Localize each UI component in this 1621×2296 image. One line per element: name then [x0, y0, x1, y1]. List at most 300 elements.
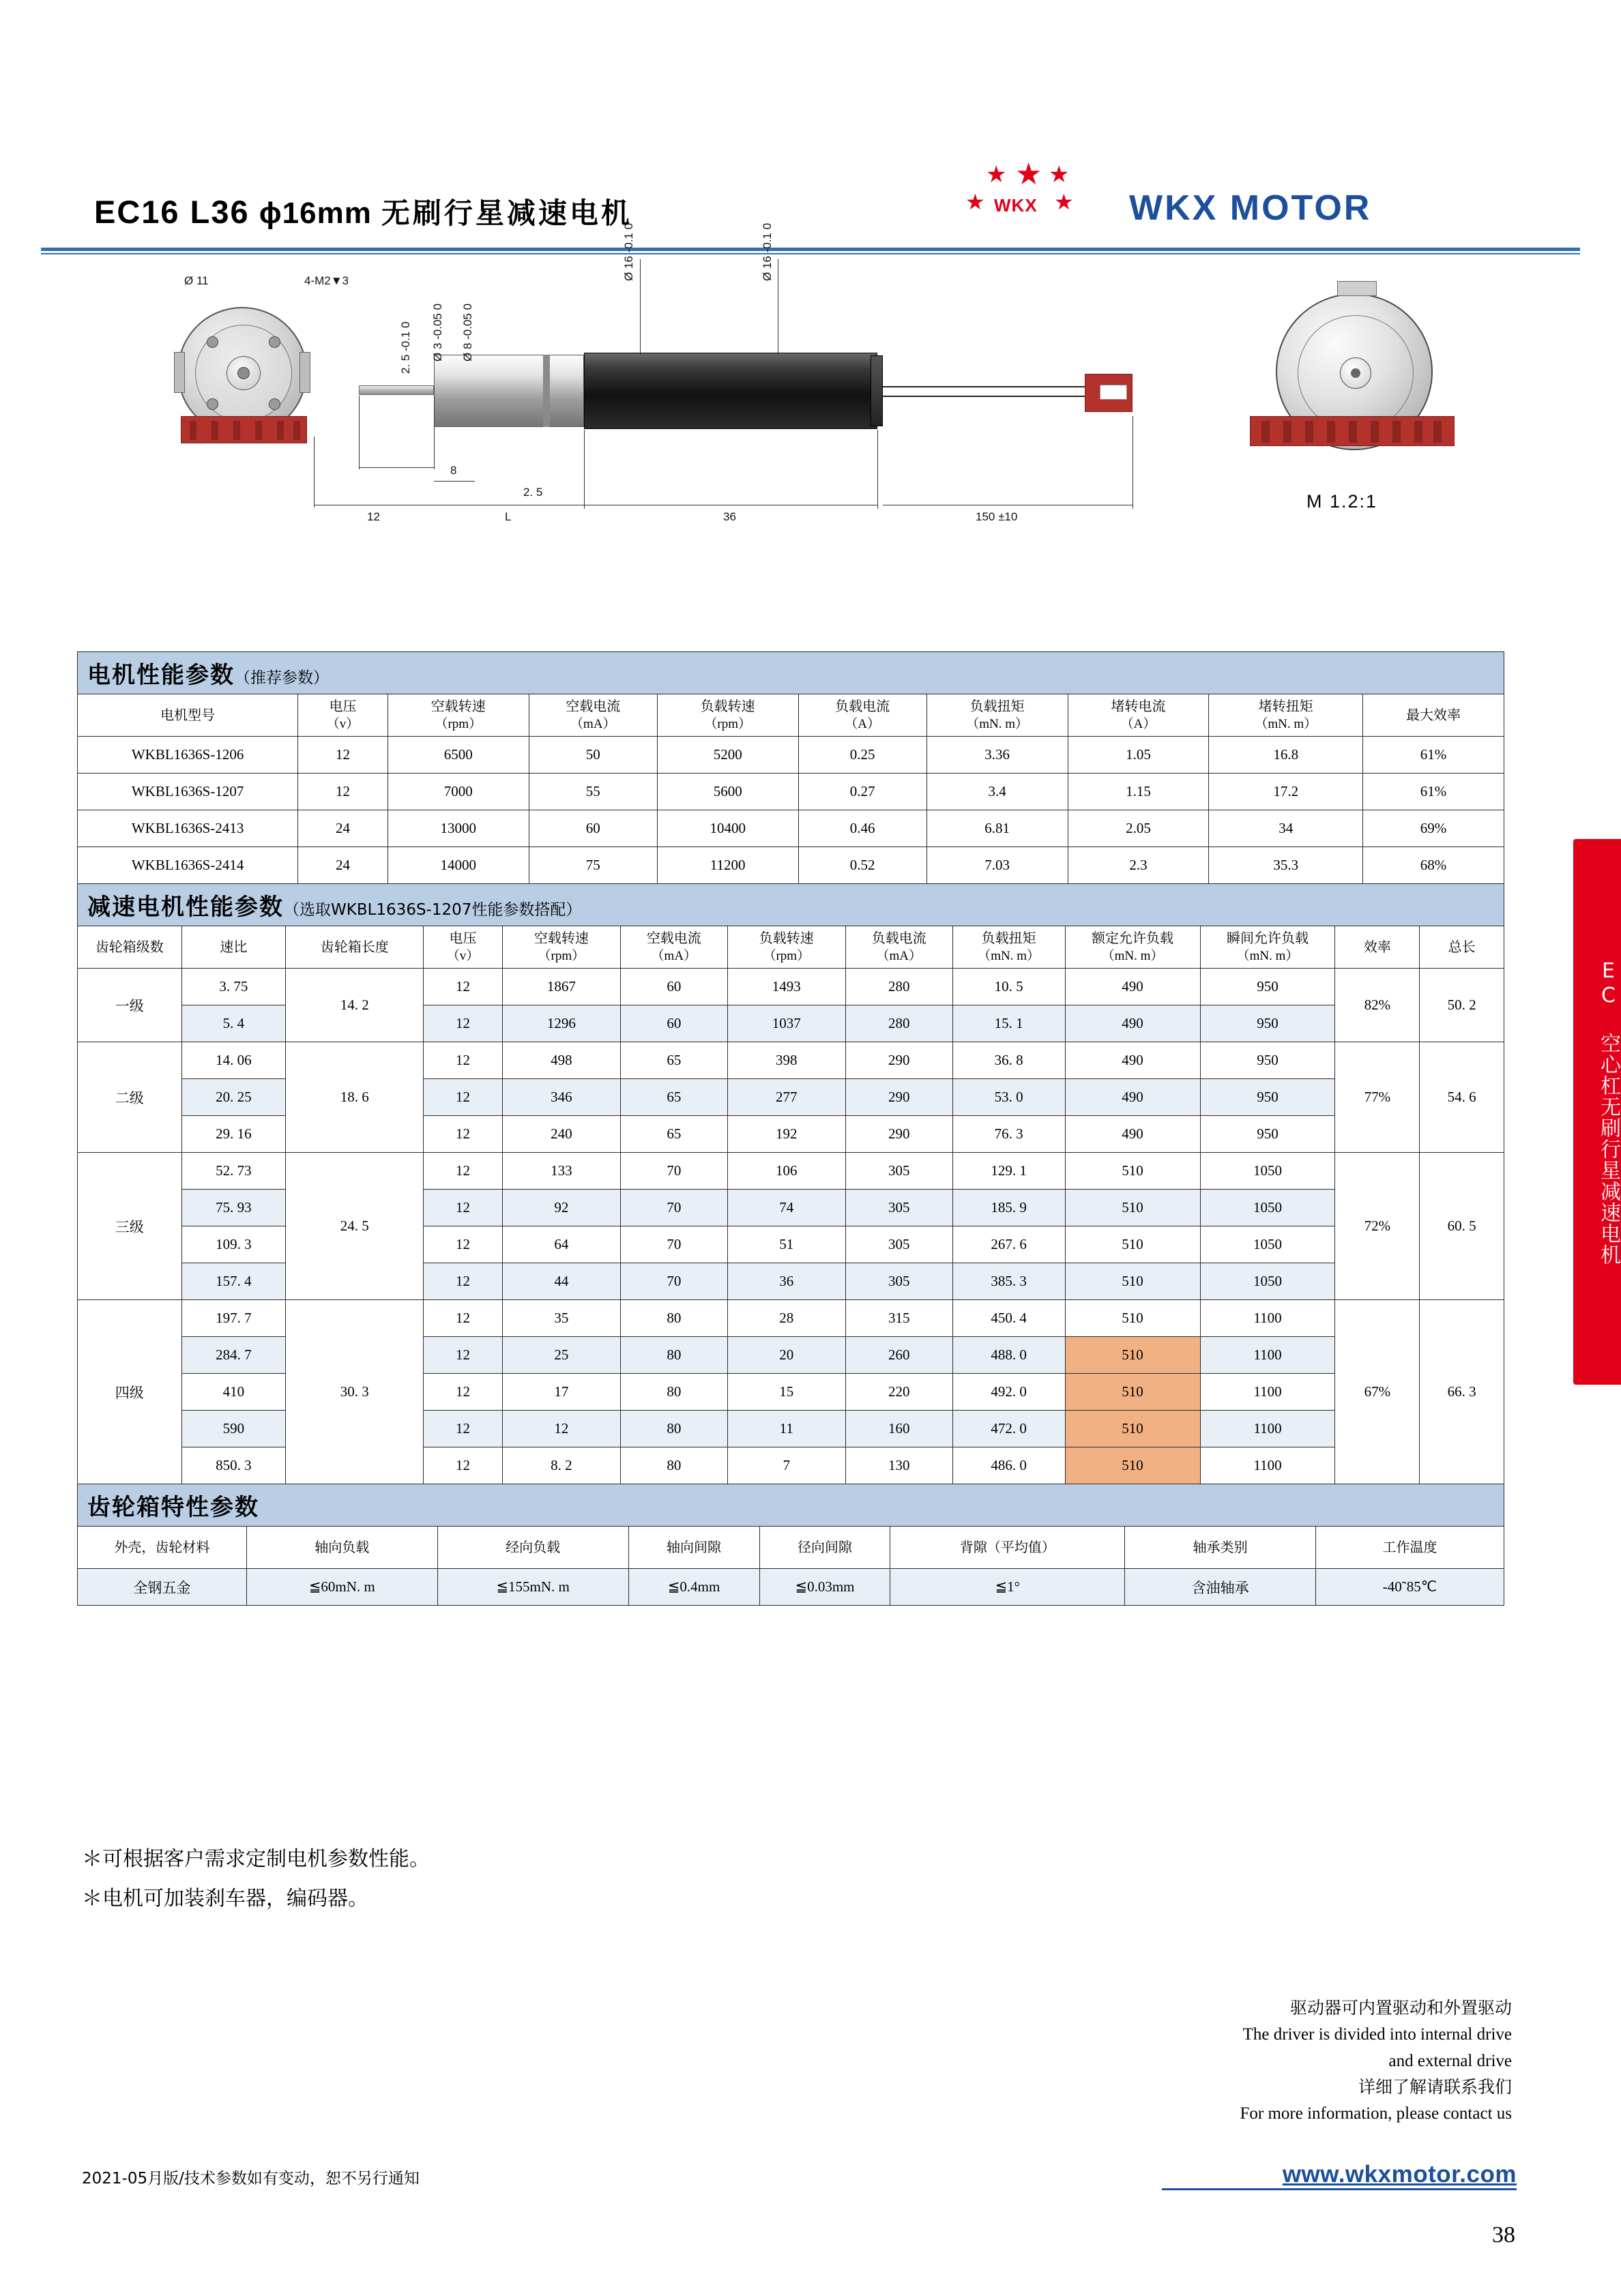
side-tab-index — [1573, 839, 1621, 1385]
gear-rated-load-cell: 510 — [1065, 1190, 1200, 1226]
face-bolt-hole — [269, 398, 280, 410]
gear-load-torque-cell: 486. 0 — [952, 1447, 1065, 1484]
gear-noload-rpm-cell: 1867 — [502, 969, 620, 1005]
rear-top-block — [1337, 281, 1377, 296]
gear-efficiency-cell: 72% — [1335, 1153, 1420, 1300]
dim-36: 36 — [723, 510, 736, 523]
motor-value-cell: 14000 — [388, 847, 529, 884]
gear-voltage-cell: 12 — [424, 1337, 502, 1374]
gear-stage-cell: 三级 — [78, 1153, 182, 1300]
note-custom-params: ＊可根据客户需求定制电机参数性能。 — [82, 1847, 430, 1871]
motor-value-cell: 24 — [298, 810, 388, 847]
connector-pin — [1414, 421, 1422, 443]
logo-text: WKX — [994, 195, 1038, 216]
gear-voltage-cell: 12 — [424, 1190, 502, 1226]
gear-noload-current-cell: 80 — [620, 1374, 727, 1411]
connector-pin — [1305, 421, 1313, 443]
gear-load-rpm-cell: 15 — [727, 1374, 845, 1411]
motor-value-cell: 16.8 — [1209, 737, 1363, 774]
connector-pin — [1261, 421, 1270, 443]
gear-total-length-cell: 66. 3 — [1420, 1300, 1504, 1484]
connector-pin — [1349, 421, 1357, 443]
motor-value-cell: 68% — [1363, 847, 1504, 884]
gear-noload-current-cell: 80 — [620, 1300, 727, 1337]
connector-pin — [293, 421, 300, 440]
gear-load-current-cell: 220 — [845, 1374, 952, 1411]
gear-peak-load-cell: 1050 — [1200, 1263, 1335, 1300]
motor-value-cell: 2.05 — [1068, 810, 1209, 847]
dim-ext-line — [434, 396, 435, 469]
gear-ratio-cell: 109. 3 — [181, 1226, 286, 1263]
table-row — [78, 847, 1504, 884]
motor-value-cell: 12 — [298, 737, 388, 774]
gear-noload-rpm-cell: 35 — [502, 1300, 620, 1337]
gear-load-torque-cell: 450. 4 — [952, 1300, 1065, 1337]
gear-header-rated-load: 额定允许负载 （mN. m） — [1065, 926, 1200, 969]
gear-load-rpm-cell: 20 — [727, 1337, 845, 1374]
motor-header-max-efficiency: 最大效率 — [1363, 694, 1504, 737]
contact-line-2: The driver is divided into internal drive — [1242, 2025, 1512, 2044]
gear-load-rpm-cell: 192 — [727, 1116, 845, 1153]
gear-load-torque-cell: 10. 5 — [952, 969, 1065, 1005]
gear-load-torque-cell: 385. 3 — [952, 1263, 1065, 1300]
gear-load-current-cell: 260 — [845, 1337, 952, 1374]
gear-header-stages: 齿轮箱级数 — [78, 926, 182, 969]
dim-d8: Ø 8 -0.05 0 — [461, 303, 474, 362]
gear-load-rpm-cell: 28 — [727, 1300, 845, 1337]
gearbox-char-title-cell — [78, 1484, 1504, 1527]
motor-value-cell: 1.05 — [1068, 737, 1209, 774]
gear-table-header-row — [78, 926, 1504, 969]
gear-peak-load-cell: 1100 — [1200, 1411, 1335, 1447]
gear-total-length-cell: 50. 2 — [1420, 969, 1504, 1042]
gear-ratio-cell: 590 — [181, 1411, 286, 1447]
face-connector — [181, 416, 307, 443]
gear-header-load-current: 负载电流 （mA） — [845, 926, 952, 969]
contact-line-5: For more information, please contact us — [1240, 2104, 1512, 2123]
gear-load-rpm-cell: 277 — [727, 1079, 845, 1116]
dim-ext-line — [640, 259, 641, 355]
connector-pin — [1392, 421, 1401, 443]
motor-header-stall-torque: 堵转扭矩 （mN. m） — [1209, 694, 1363, 737]
gear-noload-current-cell: 80 — [620, 1411, 727, 1447]
gear-header-noload-rpm: 空载转速 （rpm） — [502, 926, 620, 969]
gear-load-current-cell: 160 — [845, 1411, 952, 1447]
gear-noload-rpm-cell: 12 — [502, 1411, 620, 1447]
motor-value-cell: 0.46 — [798, 810, 926, 847]
star-icon: ★ — [1015, 158, 1042, 191]
gear-load-rpm-cell: 106 — [727, 1153, 845, 1190]
gear-header-total-length: 总长 — [1420, 926, 1504, 969]
gear-noload-current-cell: 65 — [620, 1116, 727, 1153]
motor-value-cell: 3.36 — [926, 737, 1068, 774]
gear-peak-load-cell: 950 — [1200, 969, 1335, 1005]
gear-voltage-cell: 12 — [424, 1300, 502, 1337]
gear-peak-load-cell: 1100 — [1200, 1300, 1335, 1337]
motor-value-cell: 12 — [298, 774, 388, 810]
dim-d16-gearbox: Ø 16 -0.1 0 — [622, 222, 635, 281]
gear-efficiency-cell: 67% — [1335, 1300, 1420, 1484]
face-flat-left — [174, 352, 185, 393]
gear-load-rpm-cell: 398 — [727, 1042, 845, 1079]
gear-rated-load-cell: 490 — [1065, 1042, 1200, 1079]
gear-voltage-cell: 12 — [424, 1042, 502, 1079]
gear-peak-load-cell: 1050 — [1200, 1190, 1335, 1226]
motor-performance-table — [77, 651, 1504, 884]
gear-header-peak-load: 瞬间允许负载 （mN. m） — [1200, 926, 1335, 969]
gear-noload-current-cell: 70 — [620, 1263, 727, 1300]
gear-noload-current-cell: 60 — [620, 969, 727, 1005]
gear-table-body — [78, 969, 1504, 1484]
website-link-underline — [1162, 2188, 1517, 2190]
gear-load-torque-cell: 488. 0 — [952, 1337, 1065, 1374]
contact-line-4: 详细了解请联系我们 — [1358, 2077, 1512, 2098]
gear-ratio-cell: 29. 16 — [181, 1116, 286, 1153]
gearbox-char-value-cell: ≦1° — [890, 1569, 1125, 1606]
gear-stage-cell: 二级 — [78, 1042, 182, 1153]
dim-ext-line — [584, 430, 585, 509]
motor-header-noload-current: 空载电流 （mA） — [529, 694, 657, 737]
dim-4m2: 4-M2▼3 — [304, 274, 349, 287]
gear-ratio-cell: 5. 4 — [181, 1005, 286, 1042]
gearbox-char-value-cell: ≦0.03mm — [759, 1569, 890, 1606]
gear-load-rpm-cell: 7 — [727, 1447, 845, 1484]
table-row — [78, 1153, 1504, 1190]
gearbox-char-value-cell: ≦60mN. m — [246, 1569, 437, 1606]
gear-noload-rpm-cell: 25 — [502, 1337, 620, 1374]
gear-voltage-cell: 12 — [424, 1411, 502, 1447]
gear-noload-rpm-cell: 346 — [502, 1079, 620, 1116]
motor-value-cell: 69% — [1363, 810, 1504, 847]
gear-load-torque-cell: 185. 9 — [952, 1190, 1065, 1226]
gear-noload-current-cell: 80 — [620, 1447, 727, 1484]
gear-load-current-cell: 290 — [845, 1079, 952, 1116]
gear-gearbox-length-cell: 30. 3 — [286, 1300, 424, 1484]
gear-rated-load-cell: 510 — [1065, 1153, 1200, 1190]
gear-peak-load-cell: 950 — [1200, 1005, 1335, 1042]
connector-pin — [255, 421, 262, 440]
gear-gearbox-length-cell: 14. 2 — [286, 969, 424, 1042]
motor-body — [584, 353, 877, 429]
gear-table-subtitle: （选取WKBL1636S-1207性能参数搭配） — [284, 901, 582, 919]
gear-rated-load-cell: 490 — [1065, 1079, 1200, 1116]
face-bolt-hole — [207, 336, 218, 348]
footer-revision: 2021-05月版/技术参数如有变动，恕不另行通知 — [82, 2170, 420, 2188]
gear-load-current-cell: 280 — [845, 1005, 952, 1042]
geared-motor-table — [77, 883, 1504, 1484]
gear-load-torque-cell: 267. 6 — [952, 1226, 1065, 1263]
gear-stage-cell: 一级 — [78, 969, 182, 1042]
gear-gearbox-length-cell: 24. 5 — [286, 1153, 424, 1300]
gear-load-current-cell: 305 — [845, 1153, 952, 1190]
gearbox-char-header-cell: 经向负载 — [437, 1527, 628, 1569]
motor-header-load-torque: 负载扭矩 （mN. m） — [926, 694, 1068, 737]
gear-rated-load-cell: 490 — [1065, 969, 1200, 1005]
connector-pin — [1371, 421, 1379, 443]
wire-connector-tab — [1100, 385, 1127, 400]
contact-line-3: and external drive — [1388, 2051, 1512, 2070]
motor-value-cell: 61% — [1363, 737, 1504, 774]
gearbox-char-header-cell: 工作温度 — [1316, 1527, 1504, 1569]
gear-voltage-cell: 12 — [424, 1153, 502, 1190]
gear-peak-load-cell: 1100 — [1200, 1337, 1335, 1374]
contact-line-1: 驱动器可内置驱动和外置驱动 — [1289, 1998, 1512, 2018]
gearbox-char-value-cell: 含油轴承 — [1125, 1569, 1316, 1606]
connector-pin — [1327, 421, 1335, 443]
gear-peak-load-cell: 950 — [1200, 1042, 1335, 1079]
face-bolt-hole — [207, 398, 218, 410]
gear-peak-load-cell: 950 — [1200, 1079, 1335, 1116]
contact-block — [1240, 1995, 1513, 2128]
connector-pin — [211, 421, 218, 440]
brand-name: WKX MOTOR — [1129, 188, 1372, 228]
gear-noload-rpm-cell: 240 — [502, 1116, 620, 1153]
motor-model-cell: WKBL1636S-2414 — [78, 847, 298, 884]
gear-load-torque-cell: 129. 1 — [952, 1153, 1065, 1190]
dim-12: 12 — [367, 510, 380, 523]
gearbox-char-header-cell: 轴向间隙 — [628, 1527, 759, 1569]
motor-value-cell: 3.4 — [926, 774, 1068, 810]
rear-connector — [1250, 416, 1455, 446]
star-icon: ★ — [986, 162, 1007, 188]
gear-noload-current-cell: 65 — [620, 1042, 727, 1079]
output-shaft — [359, 385, 434, 395]
gear-load-current-cell: 280 — [845, 969, 952, 1005]
gear-noload-current-cell: 70 — [620, 1226, 727, 1263]
gear-rated-load-cell: 510 — [1065, 1411, 1200, 1447]
gear-table-title: 减速电机性能参数 — [87, 894, 284, 921]
gear-ratio-cell: 157. 4 — [181, 1263, 286, 1300]
gear-load-rpm-cell: 1493 — [727, 969, 845, 1005]
motor-table-subtitle: （推荐参数） — [235, 669, 329, 687]
motor-header-voltage: 电压 （v） — [298, 694, 388, 737]
gear-load-rpm-cell: 74 — [727, 1190, 845, 1226]
motor-value-cell: 61% — [1363, 774, 1504, 810]
dim-2p5: 2. 5 -0.1 0 — [399, 321, 412, 374]
star-icon: ★ — [1049, 162, 1070, 188]
motor-value-cell: 75 — [529, 847, 657, 884]
spec-tables — [77, 651, 1504, 1606]
connector-pin — [277, 421, 284, 440]
gear-header-ratio: 速比 — [181, 926, 286, 969]
gear-load-current-cell: 290 — [845, 1116, 952, 1153]
gear-ratio-cell: 850. 3 — [181, 1447, 286, 1484]
face-bolt-hole — [269, 336, 280, 348]
gear-voltage-cell: 12 — [424, 969, 502, 1005]
page-title-diameter: ϕ16mm — [259, 196, 372, 230]
motor-model-cell: WKBL1636S-1207 — [78, 774, 298, 810]
gear-voltage-cell: 12 — [424, 1079, 502, 1116]
gearbox-char-header-cell: 轴向负载 — [246, 1527, 437, 1569]
gear-efficiency-cell: 82% — [1335, 969, 1420, 1042]
website-link[interactable]: www.wkxmotor.com — [1282, 2161, 1517, 2188]
gear-voltage-cell: 12 — [424, 1447, 502, 1484]
motor-value-cell: 60 — [529, 810, 657, 847]
gearbox-char-header-cell: 径向间隙 — [759, 1527, 890, 1569]
dim-L: L — [505, 510, 512, 523]
gear-load-torque-cell: 76. 3 — [952, 1116, 1065, 1153]
connector-pin — [233, 421, 240, 440]
gear-ratio-cell: 75. 93 — [181, 1190, 286, 1226]
gear-voltage-cell: 12 — [424, 1374, 502, 1411]
technical-drawing — [41, 191, 1580, 614]
gear-rated-load-cell: 510 — [1065, 1374, 1200, 1411]
motor-header-noload-rpm: 空载转速 （rpm） — [388, 694, 529, 737]
motor-header-load-rpm: 负载转速 （rpm） — [657, 694, 798, 737]
gear-load-current-cell: 290 — [845, 1042, 952, 1079]
gear-noload-rpm-cell: 92 — [502, 1190, 620, 1226]
motor-value-cell: 5200 — [657, 737, 798, 774]
gearbox-ring — [543, 355, 550, 427]
motor-value-cell: 55 — [529, 774, 657, 810]
gear-voltage-cell: 12 — [424, 1226, 502, 1263]
gear-noload-rpm-cell: 8. 2 — [502, 1447, 620, 1484]
gear-load-current-cell: 305 — [845, 1263, 952, 1300]
motor-table-title-cell — [78, 652, 1504, 694]
gear-noload-rpm-cell: 64 — [502, 1226, 620, 1263]
gear-voltage-cell: 12 — [424, 1116, 502, 1153]
gear-load-rpm-cell: 51 — [727, 1226, 845, 1263]
gear-rated-load-cell: 490 — [1065, 1005, 1200, 1042]
gear-load-current-cell: 305 — [845, 1190, 952, 1226]
dim-d3: Ø 3 -0.05 0 — [431, 303, 444, 362]
connector-pin — [1433, 421, 1442, 443]
dim-2p5b: 2. 5 — [523, 486, 543, 499]
gear-voltage-cell: 12 — [424, 1263, 502, 1300]
motor-model-cell: WKBL1636S-2413 — [78, 810, 298, 847]
motor-value-cell: 50 — [529, 737, 657, 774]
drawing-scale: M 1.2:1 — [1306, 491, 1378, 512]
motor-value-cell: 35.3 — [1209, 847, 1363, 884]
gearbox-char-title-row — [78, 1484, 1504, 1527]
star-icon: ★ — [965, 190, 985, 214]
dim-ext-line — [877, 430, 878, 509]
motor-value-cell: 11200 — [657, 847, 798, 884]
gear-noload-current-cell: 65 — [620, 1079, 727, 1116]
motor-header-model: 电机型号 — [78, 694, 298, 737]
dim-line — [434, 481, 475, 482]
gear-load-torque-cell: 492. 0 — [952, 1374, 1065, 1411]
gear-header-load-torque: 负载扭矩 （mN. m） — [952, 926, 1065, 969]
motor-value-cell: 0.25 — [798, 737, 926, 774]
dim-d11: Ø 11 — [184, 274, 209, 287]
gearbox-char-header-cell: 轴承类别 — [1125, 1527, 1316, 1569]
motor-value-cell: 24 — [298, 847, 388, 884]
gear-load-torque-cell: 53. 0 — [952, 1079, 1065, 1116]
gear-ratio-cell: 410 — [181, 1374, 286, 1411]
table-row — [78, 774, 1504, 810]
motor-value-cell: 13000 — [388, 810, 529, 847]
gear-rated-load-cell: 510 — [1065, 1447, 1200, 1484]
connector-pin — [1283, 421, 1291, 443]
gear-efficiency-cell: 77% — [1335, 1042, 1420, 1153]
table-row — [78, 737, 1504, 774]
motor-header-load-current: 负载电流 （A） — [798, 694, 926, 737]
gear-header-load-rpm: 负载转速 （rpm） — [727, 926, 845, 969]
lead-wire — [881, 386, 1086, 387]
gearbox-char-value-cell: ≦155mN. m — [437, 1569, 628, 1606]
star-icon: ★ — [1054, 190, 1074, 214]
gear-stage-cell: 四级 — [78, 1300, 182, 1484]
gear-noload-rpm-cell: 1296 — [502, 1005, 620, 1042]
gear-rated-load-cell: 510 — [1065, 1263, 1200, 1300]
gear-rated-load-cell: 510 — [1065, 1337, 1200, 1374]
face-flat-right — [300, 352, 310, 393]
gear-load-rpm-cell: 36 — [727, 1263, 845, 1300]
dim-ext-line — [314, 437, 315, 507]
gear-rated-load-cell: 490 — [1065, 1116, 1200, 1153]
gear-table-title-row — [78, 884, 1504, 926]
motor-value-cell: 6500 — [388, 737, 529, 774]
gear-load-current-cell: 315 — [845, 1300, 952, 1337]
gear-peak-load-cell: 950 — [1200, 1116, 1335, 1153]
gear-ratio-cell: 20. 25 — [181, 1079, 286, 1116]
gear-peak-load-cell: 1100 — [1200, 1447, 1335, 1484]
gear-header-efficiency: 效率 — [1335, 926, 1420, 969]
gearbox-char-header-cell: 背隙（平均值） — [890, 1527, 1125, 1569]
connector-pin — [190, 421, 196, 440]
motor-value-cell: 7.03 — [926, 847, 1068, 884]
gear-load-torque-cell: 15. 1 — [952, 1005, 1065, 1042]
motor-value-cell: 17.2 — [1209, 774, 1363, 810]
dim-150: 150 ±10 — [976, 510, 1018, 523]
face-shaft-hole — [237, 367, 250, 379]
gearbox-body — [434, 355, 584, 427]
gear-ratio-cell: 284. 7 — [181, 1337, 286, 1374]
gearbox-char-value-cell: 全钢五金 — [78, 1569, 247, 1606]
page-title-chinese: 无刷行星减速电机 — [381, 196, 632, 230]
motor-table-header-row — [78, 694, 1504, 737]
gear-ratio-cell: 14. 06 — [181, 1042, 286, 1079]
gear-voltage-cell: 12 — [424, 1005, 502, 1042]
page-header — [0, 82, 1621, 230]
motor-value-cell: 34 — [1209, 810, 1363, 847]
gear-load-current-cell: 305 — [845, 1226, 952, 1263]
note-brake-encoder: ＊电机可加装刹车器，编码器。 — [82, 1887, 368, 1911]
motor-table-title: 电机性能参数 — [87, 662, 235, 689]
gear-load-torque-cell: 472. 0 — [952, 1411, 1065, 1447]
gearbox-char-value-cell: ≦0.4mm — [628, 1569, 759, 1606]
lead-wire — [881, 396, 1086, 397]
motor-value-cell: 1.15 — [1068, 774, 1209, 810]
gear-noload-current-cell: 80 — [620, 1337, 727, 1374]
gear-load-rpm-cell: 11 — [727, 1411, 845, 1447]
gear-peak-load-cell: 1050 — [1200, 1226, 1335, 1263]
motor-value-cell: 0.52 — [798, 847, 926, 884]
gear-noload-rpm-cell: 17 — [502, 1374, 620, 1411]
page-number: 38 — [1492, 2222, 1515, 2248]
page-title-model: EC16 L36 — [94, 194, 250, 230]
gearbox-char-header-row — [78, 1527, 1504, 1569]
dim-line — [359, 467, 434, 468]
motor-value-cell: 7000 — [388, 774, 529, 810]
motor-value-cell: 0.27 — [798, 774, 926, 810]
gear-gearbox-length-cell: 18. 6 — [286, 1042, 424, 1153]
gear-rated-load-cell: 510 — [1065, 1300, 1200, 1337]
table-row — [78, 1300, 1504, 1337]
gearbox-characteristics-table — [77, 1484, 1504, 1606]
gear-rated-load-cell: 510 — [1065, 1226, 1200, 1263]
rear-center — [1351, 368, 1360, 378]
side-tab-label: EC 空心杠无刷行星减速电机 — [1596, 958, 1620, 1265]
gear-table-title-cell — [78, 884, 1504, 926]
dim-8: 8 — [450, 464, 457, 477]
gear-total-length-cell: 54. 6 — [1420, 1042, 1504, 1153]
gear-ratio-cell: 197. 7 — [181, 1300, 286, 1337]
gear-ratio-cell: 52. 73 — [181, 1153, 286, 1190]
motor-endcap — [871, 355, 883, 426]
gear-total-length-cell: 60. 5 — [1420, 1153, 1504, 1300]
